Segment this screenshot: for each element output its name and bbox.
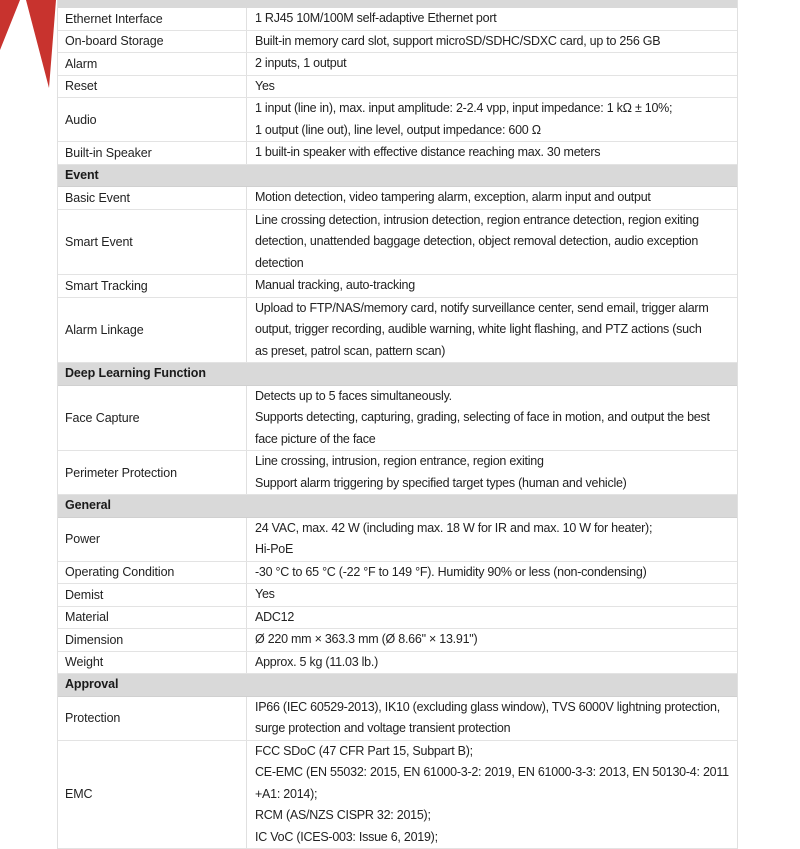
spec-value-line: Manual tracking, auto-tracking	[255, 275, 737, 297]
spec-value-cell	[246, 8, 737, 30]
spec-value-line: detection, unattended baggage detection, object removal detection, audio exception	[255, 231, 737, 253]
spec-value-line: Motion detection, video tampering alarm, exception, alarm input and output	[255, 187, 737, 209]
spec-value-cell	[246, 629, 737, 651]
table-row	[58, 142, 737, 165]
spec-value-line: IP66 (IEC 60529-2013), IK10 (excluding glass window), TVS 6000V lightning protection,	[255, 697, 737, 719]
spec-value-cell	[246, 584, 737, 606]
spec-value-line: 1 RJ45 10M/100M self-adaptive Ethernet port	[255, 8, 737, 30]
spec-name-cell: Built-in Speaker	[58, 142, 246, 164]
spec-value-cell	[246, 210, 737, 275]
table-row	[58, 187, 737, 210]
spec-value-line: Detects up to 5 faces simultaneously.	[255, 386, 737, 408]
spec-value-line: output, trigger recording, audible warning, white light flashing, and PTZ actions (such	[255, 319, 737, 341]
spec-value-line: Approx. 5 kg (11.03 lb.)	[255, 652, 737, 674]
partial-section-header	[58, 0, 737, 8]
section-header-row	[58, 674, 737, 697]
spec-value-line: -30 °C to 65 °C (-22 °F to 149 °F). Humidity 90% or less (non-condensing)	[255, 562, 737, 584]
table-row	[58, 518, 737, 562]
spec-value-cell	[246, 53, 737, 75]
table-row	[58, 629, 737, 652]
table-row	[58, 607, 737, 630]
spec-value-cell	[246, 518, 737, 561]
table-row	[58, 451, 737, 495]
spec-name-cell: Alarm	[58, 53, 246, 75]
spec-name-cell: Power	[58, 518, 246, 561]
spec-value-line: 1 output (line out), line level, output impedance: 600 Ω	[255, 120, 737, 142]
section-header-label: General	[58, 495, 111, 517]
table-row	[58, 697, 737, 741]
spec-value-cell	[246, 697, 737, 740]
spec-name-cell: Operating Condition	[58, 562, 246, 584]
spec-value-cell	[246, 275, 737, 297]
spec-value-cell	[246, 451, 737, 494]
spec-name-cell: Alarm Linkage	[58, 298, 246, 363]
section-header-row	[58, 165, 737, 188]
section-header-row	[58, 495, 737, 518]
spec-value-line: +A1: 2014);	[255, 784, 737, 806]
spec-value-line: Ø 220 mm × 363.3 mm (Ø 8.66" × 13.91")	[255, 629, 737, 651]
spec-value-line: RCM (AS/NZS CISPR 32: 2015);	[255, 805, 737, 827]
spec-name-cell: Face Capture	[58, 386, 246, 451]
spec-value-line: ADC12	[255, 607, 737, 629]
spec-value-line: CE-EMC (EN 55032: 2015, EN 61000-3-2: 2019, EN 61000-3-3: 2013, EN 50130-4: 2011	[255, 762, 737, 784]
section-header-label: Approval	[58, 674, 118, 696]
spec-value-cell	[246, 187, 737, 209]
spec-value-line: Hi-PoE	[255, 539, 737, 561]
spec-value-cell	[246, 386, 737, 451]
spec-value-line: Upload to FTP/NAS/memory card, notify surveillance center, send email, trigger alarm	[255, 298, 737, 320]
spec-value-line: detection	[255, 253, 737, 275]
table-row	[58, 386, 737, 452]
spec-name-cell: Smart Tracking	[58, 275, 246, 297]
spec-value-cell	[246, 607, 737, 629]
spec-value-cell	[246, 76, 737, 98]
spec-value-line: Line crossing, intrusion, region entrance, region exiting	[255, 451, 737, 473]
spec-value-line: Yes	[255, 76, 737, 98]
table-row	[58, 652, 737, 675]
table-row	[58, 31, 737, 54]
section-header-row	[58, 363, 737, 386]
table-row	[58, 53, 737, 76]
spec-value-line: Built-in memory card slot, support microSD/SDHC/SDXC card, up to 256 GB	[255, 31, 737, 53]
spec-value-line: 1 built-in speaker with effective distance reaching max. 30 meters	[255, 142, 737, 164]
spec-name-cell: On-board Storage	[58, 31, 246, 53]
spec-name-cell: Weight	[58, 652, 246, 674]
spec-value-line: Line crossing detection, intrusion detection, region entrance detection, region exiting	[255, 210, 737, 232]
spec-value-cell	[246, 98, 737, 141]
spec-table	[57, 0, 738, 849]
spec-value-line: FCC SDoC (47 CFR Part 15, Subpart B);	[255, 741, 737, 763]
spec-name-cell: Protection	[58, 697, 246, 740]
table-row	[58, 584, 737, 607]
spec-value-line: Supports detecting, capturing, grading, selecting of face in motion, and output the best	[255, 407, 737, 429]
table-row	[58, 8, 737, 31]
spec-value-cell	[246, 741, 737, 849]
spec-name-cell: Smart Event	[58, 210, 246, 275]
spec-value-line: 2 inputs, 1 output	[255, 53, 737, 75]
spec-value-line: 1 input (line in), max. input amplitude: 2-2.4 vpp, input impedance: 1 kΩ ± 10%;	[255, 98, 737, 120]
spec-name-cell: Perimeter Protection	[58, 451, 246, 494]
table-row	[58, 741, 737, 849]
spec-value-cell	[246, 31, 737, 53]
spec-name-cell: Dimension	[58, 629, 246, 651]
spec-name-cell: Reset	[58, 76, 246, 98]
spec-value-line: IC VoC (ICES-003: Issue 6, 2019);	[255, 827, 737, 849]
section-header-label: Event	[58, 165, 99, 187]
spec-value-line: surge protection and voltage transient protection	[255, 718, 737, 740]
spec-value-line: as preset, patrol scan, pattern scan)	[255, 341, 737, 363]
table-row	[58, 275, 737, 298]
section-header-label: Deep Learning Function	[58, 363, 206, 385]
spec-value-cell	[246, 652, 737, 674]
spec-name-cell: EMC	[58, 741, 246, 849]
corner-ornament-icon	[0, 0, 58, 92]
table-row	[58, 298, 737, 364]
spec-name-cell: Basic Event	[58, 187, 246, 209]
spec-value-cell	[246, 298, 737, 363]
spec-value-cell	[246, 142, 737, 164]
spec-name-cell: Ethernet Interface	[58, 8, 246, 30]
spec-value-cell	[246, 562, 737, 584]
table-row	[58, 98, 737, 142]
spec-name-cell: Audio	[58, 98, 246, 141]
spec-name-cell: Demist	[58, 584, 246, 606]
spec-name-cell: Material	[58, 607, 246, 629]
table-row	[58, 210, 737, 276]
spec-value-line: Yes	[255, 584, 737, 606]
table-row	[58, 76, 737, 99]
spec-value-line: 24 VAC, max. 42 W (including max. 18 W for IR and max. 10 W for heater);	[255, 518, 737, 540]
table-row	[58, 562, 737, 585]
spec-value-line: Support alarm triggering by specified target types (human and vehicle)	[255, 473, 737, 495]
spec-value-line: face picture of the face	[255, 429, 737, 451]
